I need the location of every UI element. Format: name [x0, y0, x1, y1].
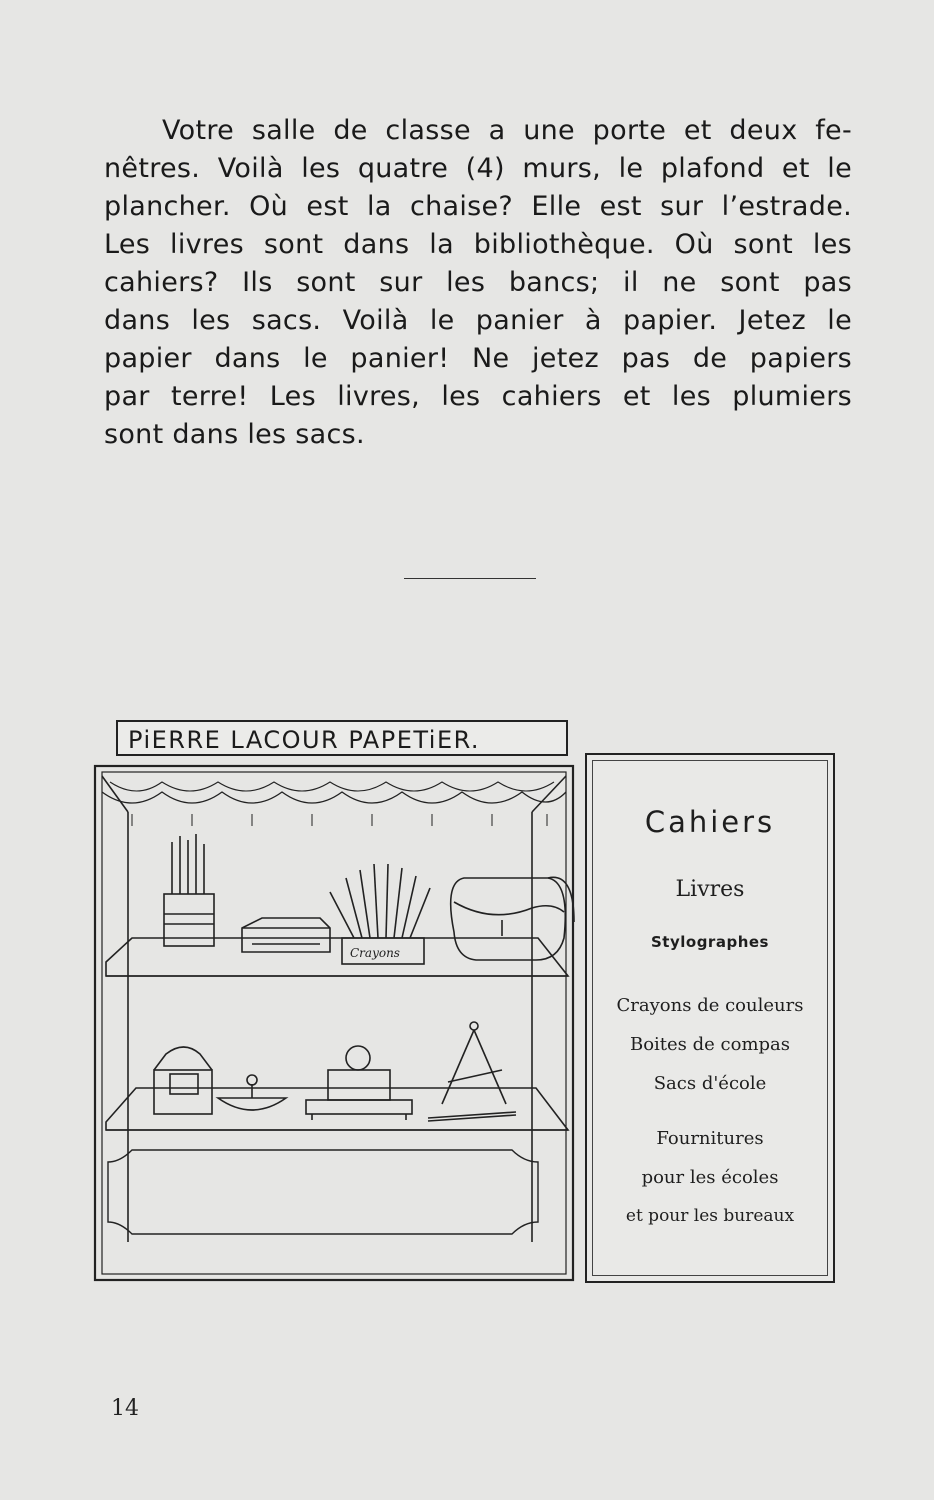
paragraph-line: par terre! Les livres, les cahiers et les plumiers: [104, 381, 852, 412]
lesson-paragraph: [104, 112, 852, 454]
poster-item: Livres: [675, 877, 745, 902]
paragraph-line: Les livres sont dans la bibliothèque. Où sont les: [104, 229, 852, 260]
shop-sign: PiERRE LACOUR PAPETiER.: [116, 720, 568, 756]
shop-poster: [585, 753, 835, 1283]
poster-item: Sacs d'école: [653, 1073, 767, 1094]
poster-item: Fournitures: [656, 1128, 764, 1149]
paragraph-line: nêtres. Voilà les quatre (4) murs, le plafond et le: [104, 153, 852, 184]
shop-window-drawing: [92, 752, 576, 1284]
paragraph-line: dans les sacs. Voilà le panier à papier. Jetez le: [104, 305, 852, 336]
poster-item: et pour les bureaux: [625, 1206, 795, 1226]
poster-item: Stylographes: [651, 933, 769, 951]
poster-item: pour les écoles: [641, 1167, 779, 1188]
page-number: 14: [111, 1396, 139, 1421]
paragraph-line: plancher. Où est la chaise? Elle est sur l’estrade.: [104, 191, 852, 222]
poster-item: Crayons de couleurs: [616, 995, 804, 1016]
paragraph-line: sont dans les sacs.: [104, 419, 365, 450]
crayon-box-label: Crayons: [350, 946, 400, 960]
paragraph-line: papier dans le panier! Ne jetez pas de papiers: [104, 343, 852, 374]
poster-item: Boites de compas: [629, 1034, 791, 1055]
paragraph-line: cahiers? Ils sont sur les bancs; il ne sont pas: [104, 267, 852, 298]
shop-window-illustration: [92, 752, 576, 1284]
paragraph-line: Votre salle de classe a une porte et deux fe-: [162, 115, 852, 146]
section-divider: [404, 578, 536, 579]
poster-title: Cahiers: [644, 805, 776, 839]
